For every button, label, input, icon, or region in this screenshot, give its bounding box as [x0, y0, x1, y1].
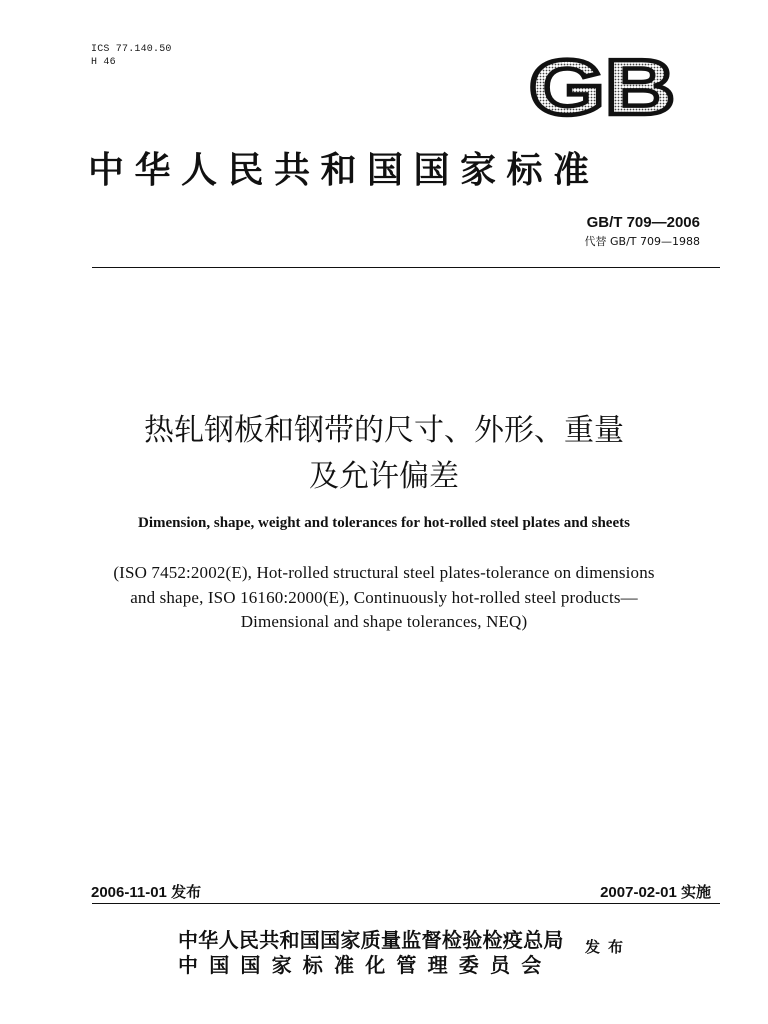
- national-standard-title: 中华人民共和国国家标准: [88, 149, 600, 191]
- header-divider: [92, 267, 720, 268]
- publish-label: 发布: [585, 938, 632, 956]
- issue-date: 2006-11-01 发布: [91, 884, 202, 901]
- english-title: Dimension, shape, weight and tolerances for hot-rolled steel plates and sheets: [138, 515, 630, 531]
- footer-divider: [92, 903, 720, 904]
- iso-reference-line-2: and shape, ISO 16160:2000(E), Continuously hot-rolled steel products—: [130, 588, 638, 607]
- gb-logo-text: GB: [529, 54, 675, 122]
- ics-code: ICS 77.140.50: [91, 44, 172, 55]
- gb-logo: [527, 54, 677, 122]
- iso-reference-line-3: Dimensional and shape tolerances, NEQ): [240, 612, 528, 631]
- replaces-standard: 代替 GB/T 709—1988: [584, 235, 700, 248]
- chinese-title-line-1: 热轧钢板和钢带的尺寸、外形、重量: [144, 413, 624, 448]
- issuing-authority-1: 中华人民共和国国家质量监督检验检疫总局: [178, 928, 564, 952]
- issuing-authority-2: 中国国家标准化管理委员会: [178, 953, 553, 977]
- classification-code: H 46: [91, 57, 116, 68]
- standard-number: GB/T 709—2006: [586, 214, 700, 231]
- chinese-title-line-2: 及允许偏差: [309, 459, 459, 494]
- implementation-date: 2007-02-01 实施: [600, 884, 711, 901]
- iso-reference-line-1: (ISO 7452:2002(E), Hot-rolled structural steel plates-tolerance on dimensions: [113, 563, 655, 582]
